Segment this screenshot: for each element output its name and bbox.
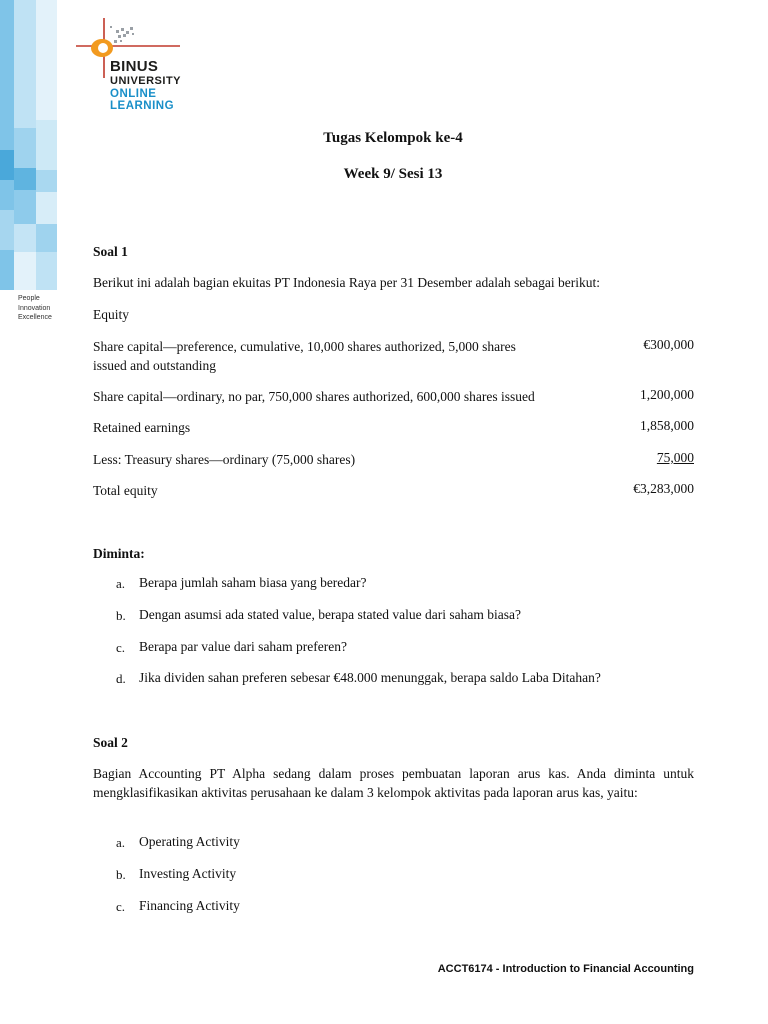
tagline-line: People (18, 295, 40, 302)
question-marker: b. (116, 608, 126, 623)
question-text: Berapa par value dari saham preferen? (139, 639, 348, 654)
activity-text: Financing Activity (139, 898, 240, 913)
activity-text: Operating Activity (139, 834, 240, 849)
activity-text: Investing Activity (139, 866, 237, 881)
soal2-heading: Soal 2 (93, 735, 128, 750)
equity-row-amount: 1,200,000 (640, 387, 694, 402)
equity-row-amount: 75,000 (656, 450, 694, 465)
tagline-line: Excellence (18, 314, 52, 321)
logo-binus: BINUS (110, 58, 159, 75)
page-subtitle: Week 9/ Sesi 13 (343, 166, 443, 182)
logo-learning: LEARNING (110, 100, 175, 112)
question-marker: d. (116, 671, 126, 686)
diminta-label: Diminta: (93, 546, 145, 561)
activity-marker: c. (116, 899, 126, 914)
soal1-heading: Soal 1 (93, 244, 128, 259)
soal2-paragraph: Bagian Accounting PT Alpha sedang dalam proses pembuatan laporan arus kas. Anda diminta untuk mengklasifikasikan aktivitas perusahaan ke dalam 3 kelompok aktivitas pada laporan arus kas, yaitu: (93, 766, 694, 800)
logo-wordmark (110, 59, 181, 113)
equity-row-label: Share capital—ordinary, no par, 750,000 shares authorized, 600,000 shares issued (93, 389, 535, 404)
question-text: Jika dividen sahan preferen sebesar €48.000 menunggak, berapa saldo Laba Ditahan? (139, 670, 601, 685)
question-marker: c. (116, 640, 126, 655)
equity-row-label: issued and outstanding (93, 358, 216, 373)
equity-row-amount: €300,000 (643, 337, 694, 352)
equity-row-amount: 1,858,000 (640, 418, 694, 433)
soal1-intro: Berikut ini adalah bagian ekuitas PT Indonesia Raya per 31 Desember adalah sebagai berikut: (93, 275, 600, 290)
question-marker: a. (116, 576, 126, 591)
equity-row-label: Less: Treasury shares—ordinary (75,000 shares) (93, 452, 356, 467)
tagline (18, 294, 52, 323)
activity-marker: b. (116, 867, 126, 882)
activity-marker: a. (116, 835, 126, 850)
equity-label: Equity (93, 307, 129, 322)
footer-course: ACCT6174 - Introduction to Financial Accounting (437, 963, 694, 975)
equity-row-label: Share capital—preference, cumulative, 10,000 shares authorized, 5,000 shares (93, 339, 516, 354)
equity-row-amount: €3,283,000 (633, 481, 694, 496)
question-text: Berapa jumlah saham biasa yang beredar? (139, 575, 367, 590)
logo-online: ONLINE (110, 87, 157, 100)
tagline-line: Innovation (18, 304, 51, 312)
equity-row-label: Retained earnings (93, 420, 191, 435)
equity-row-label: Total equity (93, 483, 158, 498)
page-title: Tugas Kelompok ke-4 (323, 130, 463, 146)
question-text: Dengan asumsi ada stated value, berapa stated value dari saham biasa? (139, 607, 521, 622)
logo-university: UNIVERSITY (110, 75, 182, 87)
